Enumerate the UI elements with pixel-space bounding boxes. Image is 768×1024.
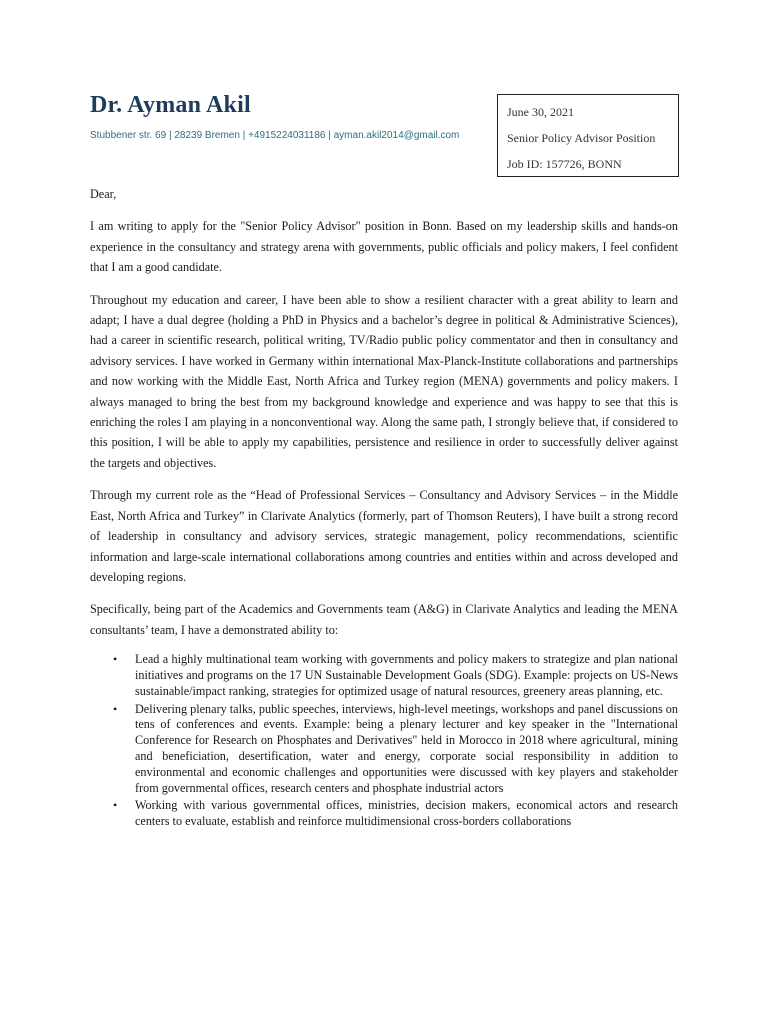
applicant-name: Dr. Ayman Akil xyxy=(90,92,251,118)
list-item xyxy=(90,652,678,699)
bullet-icon: • xyxy=(113,701,118,716)
job-id: Job ID: 157726, BONN xyxy=(507,157,622,171)
paragraph: Through my current role as the “Head of Professional Services – Consultancy and Advisory Services – in the Middle East, North Africa and Turkey” in Clarivate Analytics (formerly, part of Thomson Reuters), I have built a strong record of leadership in consultancy and advisory services, strategic management, policy recommendations, scientific information and large-scale international collaborations among countries and entities within and across developed and developing regions. xyxy=(90,488,678,584)
list-item-text: Lead a highly multinational team working with governments and policy makers to strategize and plan national initiatives and programs on the 17 UN Sustainable Development Goals (SDG). Example: projects on US-News sustainable/impact ranking, strategies for optimized usage of natural resources, greenery areas planning, etc. xyxy=(135,652,678,698)
position-title: Senior Policy Advisor Position xyxy=(507,131,656,145)
letter-date: June 30, 2021 xyxy=(507,105,574,119)
paragraph: Throughout my education and career, I have been able to show a resilient character with a great ability to learn and adapt; I have a dual degree (holding a PhD in Physics and a bachelor’s degree in political & Administrative Sciences), had a career in scientific research, political writing, TV/Radio public policy commentator and then in consultancy and advisory services. I have worked in Germany within international Max-Planck-Institute collaborations and partnerships and now working with the Middle East, North Africa and Turkey region (MENA) governments and policy makers. I always managed to bring the best from my background knowledge and experience and was happy to see that this is enriching the roles I am playing in a nonconventional way. Along the same path, I strongly believe that, if considered to this position, I will be able to apply my capabilities, persistence and resilience in order to successfully deliver against the targets and objectives. xyxy=(90,292,678,470)
letter-body xyxy=(90,184,678,832)
paragraph: Specifically, being part of the Academics and Governments team (A&G) in Clarivate Analytics and leading the MENA consultants’ team, I have a demonstrated ability to: xyxy=(90,602,678,637)
bullet-icon: • xyxy=(113,798,118,813)
list-item xyxy=(90,702,678,797)
paragraph: I am writing to apply for the "Senior Policy Advisor" position in Bonn. Based on my leadership skills and hands-on experience in the consultancy and strategy arena with governments, public officials and policy makers, I feel confident that I am a good candidate. xyxy=(90,219,678,275)
list-item xyxy=(90,798,678,830)
bullet-icon: • xyxy=(113,652,118,667)
job-info-box xyxy=(497,94,679,177)
ability-list xyxy=(90,652,678,830)
list-item-text: Delivering plenary talks, public speeches, interviews, high-level meetings, workshops and panel discussions on tens of conferences and events. Example: being a plenary lecturer and key speaker in the "International Conference for Research on Phosphates and Derivatives" held in Morocco in 2018 where agricultural, mining and beneficiation, desertification, water and energy, corporate social responsibility in addition to environmental and economic challenges and opportunities were discussed with key players and stakeholder from governmental offices, research centers and phosphate industrial actors xyxy=(135,701,678,795)
list-item-text: Working with various governmental offices, ministries, decision makers, economical actors and research centers to evaluate, establish and reinforce multidimensional cross-borders collaborations xyxy=(135,798,678,829)
salutation: Dear, xyxy=(90,187,117,201)
contact-line: Stubbener str. 69 | 28239 Bremen | +4915224031186 | ayman.akil2014@gmail.com xyxy=(90,130,460,141)
